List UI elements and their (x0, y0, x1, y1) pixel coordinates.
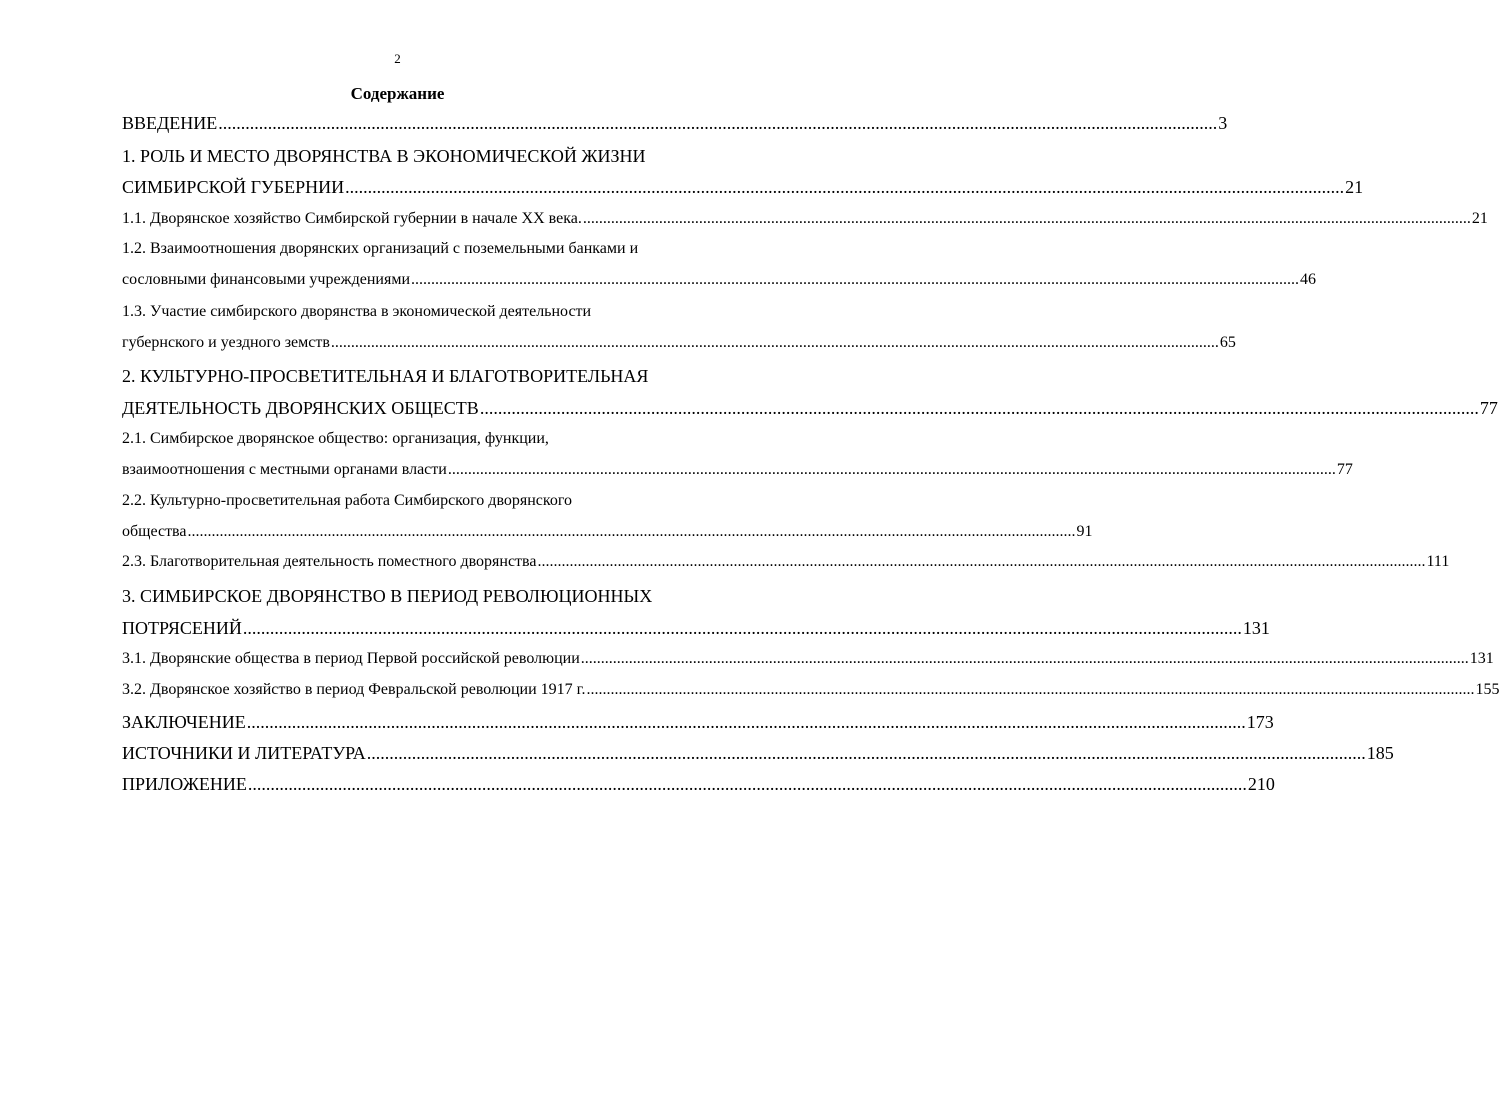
dot-leader: .............................................................................................................................................................................................................................. (580, 650, 1469, 667)
toc-page-number: 131 (1242, 618, 1270, 638)
toc-entry: 2.1. Симбирское дворянское общество: организация, функции, (122, 430, 549, 447)
toc-entry: ВВЕДЕНИЕ .............................................................................................................................................................................................................................. 3 (122, 113, 1228, 133)
page-number: 2 (394, 51, 401, 66)
dot-leader: .............................................................................................................................................................................................................................. (330, 334, 1219, 351)
toc-page-number: 91 (1076, 523, 1093, 540)
toc-page-number: 77 (1336, 461, 1353, 478)
toc-entry: 2.2. Культурно-просветительная работа Симбирского дворянского (122, 492, 573, 509)
toc-entry: СИМБИРСКОЙ ГУБЕРНИИ .............................................................................................................................................................................................................................. 21 (122, 177, 1364, 197)
toc-entry: общества .............................................................................................................................................................................................................................. 91 (122, 523, 1093, 540)
dot-leader: .............................................................................................................................................................................................................................. (366, 743, 1366, 763)
toc-entry: ЗАКЛЮЧЕНИЕ .............................................................................................................................................................................................................................. 173 (122, 712, 1274, 732)
toc-page-number: 3 (1218, 113, 1228, 133)
toc-entry: ПРИЛОЖЕНИЕ .............................................................................................................................................................................................................................. 210 (122, 774, 1275, 794)
toc-entry: ИСТОЧНИКИ И ЛИТЕРАТУРА .............................................................................................................................................................................................................................. 185 (122, 743, 1394, 763)
dot-leader: .............................................................................................................................................................................................................................. (242, 618, 1242, 638)
toc-entry: 1. РОЛЬ И МЕСТО ДВОРЯНСТВА В ЭКОНОМИЧЕСКОЙ ЖИЗНИ (122, 146, 646, 166)
toc-page-number: 21 (1345, 177, 1364, 197)
toc-page-number: 155 (1475, 681, 1499, 698)
dot-leader: .............................................................................................................................................................................................................................. (187, 523, 1076, 540)
dot-leader: .............................................................................................................................................................................................................................. (218, 113, 1218, 133)
toc-entry: ДЕЯТЕЛЬНОСТЬ ДВОРЯНСКИХ ОБЩЕСТВ .............................................................................................................................................................................................................................. 77 (122, 398, 1498, 418)
dot-leader: .............................................................................................................................................................................................................................. (246, 712, 1246, 732)
toc-entry: 3.1. Дворянские общества в период Первой российской революции .............................................................................................................................................................................................................................. 131 (122, 650, 1494, 667)
toc-page-number: 185 (1366, 743, 1394, 763)
toc-entry: 1.1. Дворянское хозяйство Симбирской губернии в начале XX века. .............................................................................................................................................................................................................................. 21 (122, 210, 1488, 227)
toc-entry: 2.3. Благотворительная деятельность поместного дворянства .............................................................................................................................................................................................................................. 111 (122, 553, 1450, 570)
toc-entry: губернского и уездного земств .............................................................................................................................................................................................................................. 65 (122, 334, 1236, 351)
toc-page-number: 173 (1246, 712, 1274, 732)
toc-page-number: 111 (1426, 553, 1450, 570)
dot-leader: .............................................................................................................................................................................................................................. (247, 774, 1247, 794)
dot-leader: .............................................................................................................................................................................................................................. (345, 177, 1345, 197)
toc-entry: сословными финансовыми учреждениями .............................................................................................................................................................................................................................. 46 (122, 271, 1317, 288)
toc-entry: взаимоотношения с местными органами власти .............................................................................................................................................................................................................................. 77 (122, 461, 1353, 478)
toc-page-number: 46 (1300, 271, 1317, 288)
dot-leader: .............................................................................................................................................................................................................................. (411, 271, 1300, 288)
toc-page-number: 77 (1479, 398, 1498, 418)
toc-page-number: 21 (1471, 210, 1488, 227)
dot-leader: .............................................................................................................................................................................................................................. (586, 681, 1475, 698)
toc-entry: 3.2. Дворянское хозяйство в период Февральской революции 1917 г. .............................................................................................................................................................................................................................. 155 (122, 681, 1499, 698)
toc-entry: 1.2. Взаимоотношения дворянских организаций с поземельными банками и (122, 240, 639, 257)
dot-leader: .............................................................................................................................................................................................................................. (582, 210, 1471, 227)
toc-entry: 3. СИМБИРСКОЕ ДВОРЯНСТВО В ПЕРИОД РЕВОЛЮЦИОННЫХ (122, 586, 653, 606)
toc-entry: ПОТРЯСЕНИЙ .............................................................................................................................................................................................................................. 131 (122, 618, 1270, 638)
toc-entry: 2. КУЛЬТУРНО-ПРОСВЕТИТЕЛЬНАЯ И БЛАГОТВОРИТЕЛЬНАЯ (122, 366, 649, 386)
toc-page-number: 131 (1469, 650, 1494, 667)
dot-leader: .............................................................................................................................................................................................................................. (537, 553, 1426, 570)
toc-entry: 1.3. Участие симбирского дворянства в экономической деятельности (122, 303, 592, 320)
toc-title: Содержание (350, 84, 445, 103)
dot-leader: .............................................................................................................................................................................................................................. (447, 461, 1336, 478)
toc-page-number: 65 (1219, 334, 1236, 351)
dot-leader: .............................................................................................................................................................................................................................. (479, 398, 1479, 418)
toc-page-number: 210 (1247, 774, 1275, 794)
